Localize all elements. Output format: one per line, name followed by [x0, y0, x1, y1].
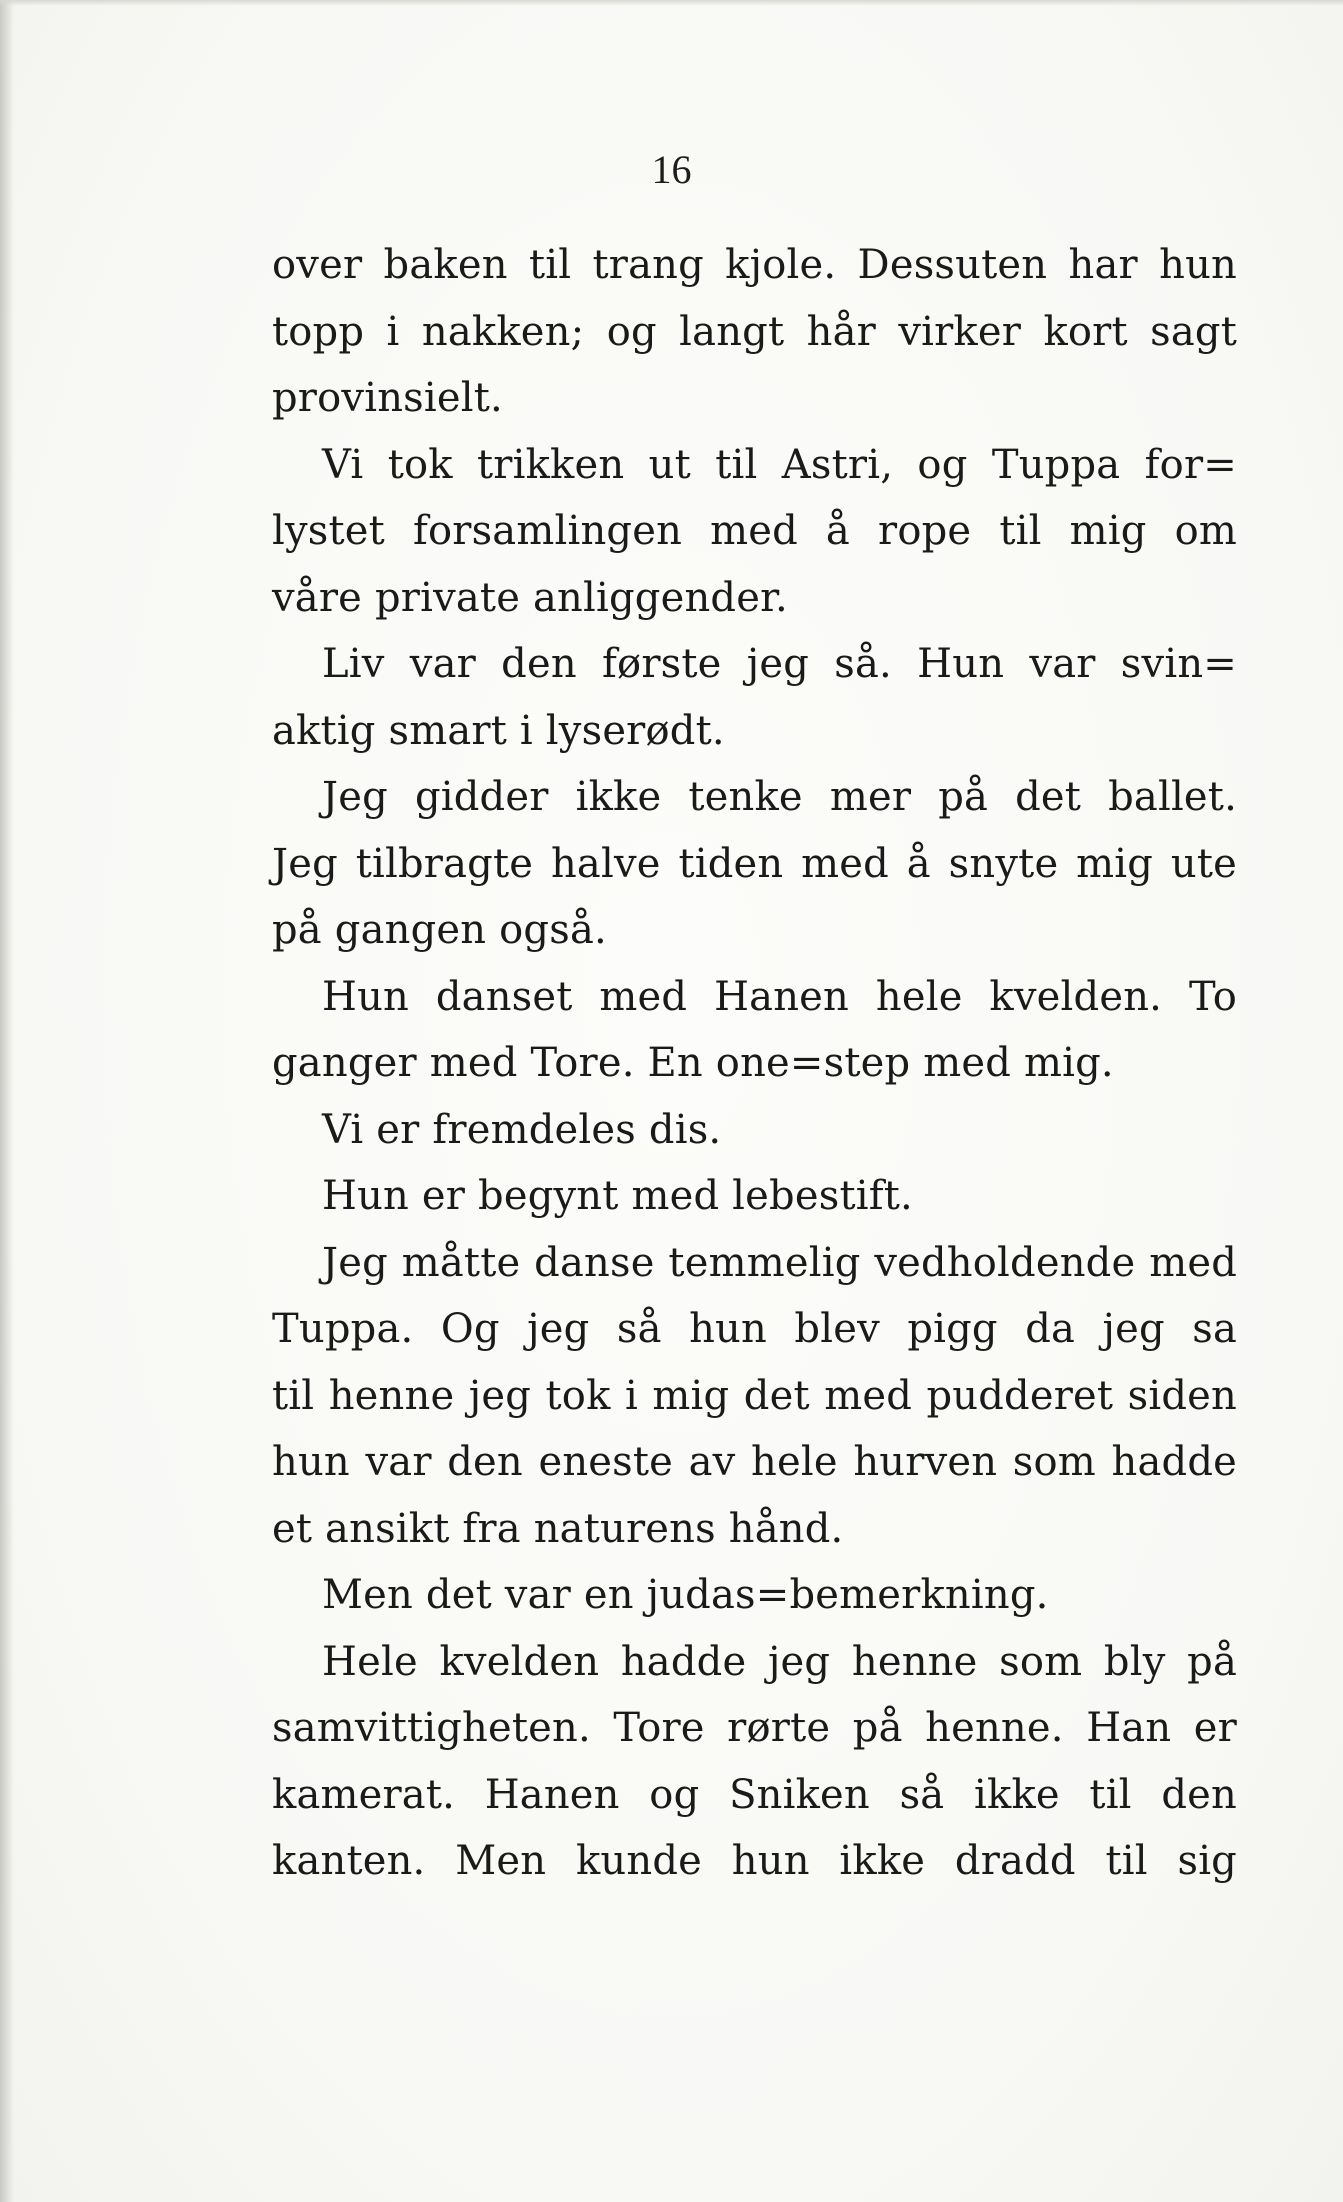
text-line: til henne jeg tok i mig det med pudderet siden — [272, 1372, 1237, 1419]
text-line: Men det var en judas=bemerkning. — [322, 1572, 1049, 1618]
body-text — [272, 232, 1237, 1895]
text-line: Hun er begynt med lebestift. — [322, 1173, 913, 1219]
text-line: Vi tok trikken ut til Astri, og Tuppa for= — [322, 441, 1237, 488]
text-line: Hele kvelden hadde jeg henne som bly på — [322, 1638, 1237, 1685]
text-line: Jeg tilbragte halve tiden med å snyte mig ute — [272, 840, 1237, 887]
text-line: et ansikt fra naturens hånd. — [272, 1505, 844, 1552]
text-line: aktig smart i lyserødt. — [272, 707, 725, 754]
page-top-edge — [0, 0, 1343, 6]
text-line: over baken til trang kjole. Dessuten har hun — [272, 242, 1237, 288]
text-line: våre private anliggender. — [272, 574, 788, 621]
text-line: Jeg gidder ikke tenke mer på det ballet. — [322, 774, 1237, 820]
text-line: Tuppa. Og jeg så hun blev pigg da jeg sa — [272, 1306, 1237, 1352]
page-edge-shadow — [0, 0, 14, 2202]
text-line: topp i nakken; og langt hår virker kort sagt — [272, 308, 1237, 355]
text-line: samvittigheten. Tore rørte på henne. Han er — [272, 1705, 1237, 1751]
text-line: hun var den eneste av hele hurven som hadde — [272, 1439, 1237, 1485]
text-line: provinsielt. — [272, 375, 503, 421]
text-line: kanten. Men kunde hun ikke dradd til sig — [272, 1838, 1237, 1884]
text-line: kamerat. Hanen og Sniken så ikke til den — [272, 1771, 1237, 1818]
text-line: Hun danset med Hanen hele kvelden. To — [322, 973, 1237, 1020]
text-line: Vi er fremdeles dis. — [322, 1106, 722, 1153]
text-line: Liv var den første jeg så. Hun var svin= — [322, 641, 1237, 687]
text-line: på gangen også. — [272, 907, 607, 953]
text-line: Jeg måtte danse temmelig vedholdende med — [322, 1239, 1237, 1286]
text-line: ganger med Tore. En one=step med mig. — [272, 1040, 1114, 1086]
page-number: 16 — [651, 147, 692, 192]
text-line: lystet forsamlingen med å rope til mig om — [272, 508, 1237, 554]
